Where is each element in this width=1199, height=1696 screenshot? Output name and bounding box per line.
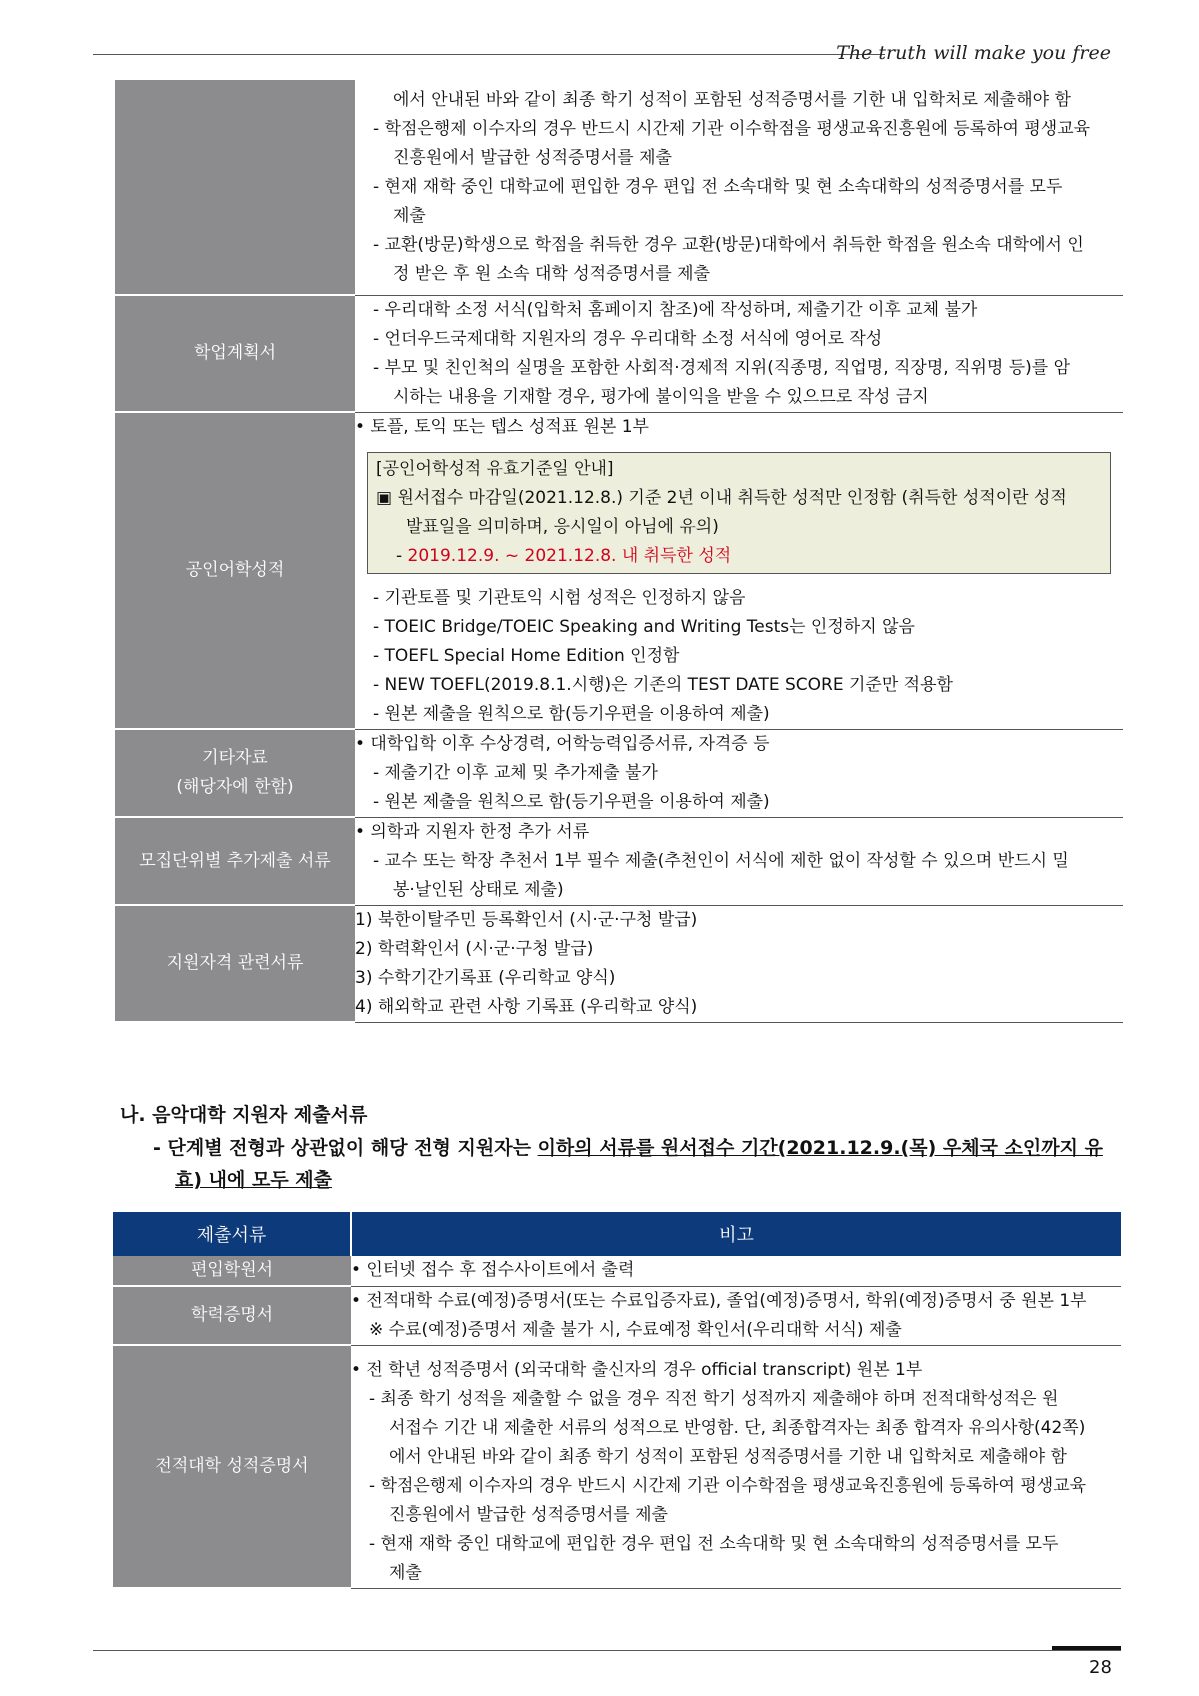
- content-line: - 부모 및 친인척의 실명을 포함한 사회적·경제적 지위(직종명, 직업명, 직장명, 직위명 등)를 암: [373, 357, 1071, 378]
- content-line: - 학점은행제 이수자의 경우 반드시 시간제 기관 이수학점을 평생교육진흥원에 등록하여 평생교육: [369, 1475, 1087, 1496]
- row-label: 모집단위별 추가제출 서류: [115, 817, 355, 905]
- footer-accent-bar: [1052, 1646, 1121, 1650]
- notice-period: [376, 542, 1102, 571]
- content-line: 에서 안내된 바와 같이 최종 학기 성적이 포함된 성적증명서를 기한 내 입학처로 제출해야 함: [389, 1446, 1067, 1467]
- content-line: - 제출기간 이후 교체 및 추가제출 불가: [373, 762, 658, 783]
- row-content: [355, 817, 1123, 905]
- row-content: [355, 905, 1123, 1022]
- footer-rule: [93, 1650, 1121, 1651]
- header-motto: The truth will make you free: [836, 42, 1111, 64]
- row-label: 공인어학성적: [115, 412, 355, 729]
- content-line: - 현재 재학 중인 대학교에 편입한 경우 편입 전 소속대학 및 현 소속대학의 성적증명서를 모두: [373, 176, 1063, 197]
- content-line: 진흥원에서 발급한 성적증명서를 제출: [393, 147, 672, 168]
- table-row: [115, 817, 1123, 905]
- header-rule: [93, 54, 885, 55]
- table-row: [113, 1345, 1121, 1588]
- row-content: [351, 1256, 1121, 1286]
- content-line: - 원본 제출을 원칙으로 함(등기우편을 이용하여 제출): [373, 791, 770, 812]
- content-line: 3) 수학기간기록표 (우리학교 양식): [355, 967, 616, 988]
- column-header: 제출서류: [113, 1212, 351, 1256]
- row-content: [355, 80, 1123, 295]
- row-label-line: (해당자에 한함): [176, 777, 294, 797]
- content-line: 1) 북한이탈주민 등록확인서 (시·군·구청 발급): [355, 909, 698, 930]
- row-label: 학업계획서: [115, 295, 355, 412]
- section-title: 나. 음악대학 지원자 제출서류: [120, 1104, 368, 1126]
- notice-period-text: 2019.12.9. ~ 2021.12.8. 내 취득한 성적: [407, 545, 732, 566]
- notice-box: [367, 452, 1111, 574]
- content-line: - 학점은행제 이수자의 경우 반드시 시간제 기관 이수학점을 평생교육진흥원에 등록하여 평생교육: [373, 118, 1091, 139]
- content-line: - TOEIC Bridge/TOEIC Speaking and Writing Tests는 인정하지 않음: [373, 616, 915, 637]
- content-line: • 의학과 지원자 한정 추가 서류: [355, 821, 590, 842]
- content-line: 봉·날인된 상태로 제출): [393, 879, 564, 900]
- row-label: 전적대학 성적증명서: [113, 1345, 351, 1588]
- row-content: [355, 729, 1123, 817]
- row-label: 편입학원서: [113, 1256, 351, 1286]
- documents-table-1: [115, 80, 1123, 1023]
- section-subtitle: [153, 1132, 1113, 1196]
- row-content: [355, 295, 1123, 412]
- content-line: • 토플, 토익 또는 텝스 성적표 원본 1부: [355, 416, 649, 437]
- column-header: 비고: [351, 1212, 1121, 1256]
- content-line: 서접수 기간 내 제출한 서류의 성적으로 반영함. 단, 최종합격자는 최종 합격자 유의사항(42쪽): [389, 1417, 1086, 1438]
- section-subtitle-text: - 단계별 전형과 상관없이 해당 전형 지원자는: [153, 1137, 538, 1159]
- content-line: 제출: [393, 205, 426, 226]
- content-line: 에서 안내된 바와 같이 최종 학기 성적이 포함된 성적증명서를 기한 내 입학처로 제출해야 함: [393, 89, 1071, 110]
- content-line: - 우리대학 소정 서식(입학처 홈페이지 참조)에 작성하며, 제출기간 이후 교체 불가: [373, 299, 978, 320]
- content-line: - 현재 재학 중인 대학교에 편입한 경우 편입 전 소속대학 및 현 소속대학의 성적증명서를 모두: [369, 1533, 1059, 1554]
- notice-dash: -: [396, 545, 408, 566]
- content-line: - 교환(방문)학생으로 학점을 취득한 경우 교환(방문)대학에서 취득한 학점을 원소속 대학에서 인: [373, 234, 1084, 255]
- content-line: - NEW TOEFL(2019.8.1.시행)은 기존의 TEST DATE SCORE 기준만 적용함: [373, 674, 953, 695]
- section-subtitle-underlined-2: 효) 내에 모두 제출: [175, 1169, 333, 1191]
- table-row: [113, 1286, 1121, 1345]
- content-line: ※ 수료(예정)증명서 제출 불가 시, 수료예정 확인서(우리대학 서식) 제출: [369, 1319, 902, 1340]
- content-line: - 원본 제출을 원칙으로 함(등기우편을 이용하여 제출): [373, 703, 770, 724]
- content-line: 시하는 내용을 기재할 경우, 평가에 불이익을 받을 수 있으므로 작성 금지: [393, 386, 929, 407]
- content-line: - 기관토플 및 기관토익 시험 성적은 인정하지 않음: [373, 587, 746, 608]
- table-row: [115, 80, 1123, 295]
- row-label: 학력증명서: [113, 1286, 351, 1345]
- notice-line: 발표일을 의미하며, 응시일이 아님에 유의): [406, 516, 719, 537]
- content-line: 정 받은 후 원 소속 대학 성적증명서를 제출: [393, 263, 711, 284]
- content-line: 제출: [389, 1562, 422, 1583]
- content-line: - TOEFL Special Home Edition 인정함: [373, 645, 680, 666]
- content-line: 4) 해외학교 관련 사항 기록표 (우리학교 양식): [355, 996, 698, 1017]
- row-label: [115, 729, 355, 817]
- table-header-row: [113, 1212, 1121, 1256]
- row-content: [351, 1345, 1121, 1588]
- documents-table-2: [113, 1212, 1121, 1589]
- row-label: [115, 80, 355, 295]
- row-content: [355, 412, 1123, 729]
- row-label: 지원자격 관련서류: [115, 905, 355, 1022]
- content-line: 진흥원에서 발급한 성적증명서를 제출: [389, 1504, 668, 1525]
- row-content: [351, 1286, 1121, 1345]
- content-line: 2) 학력확인서 (시·군·구청 발급): [355, 938, 594, 959]
- content-line: • 전적대학 수료(예정)증명서(또는 수료입증자료), 졸업(예정)증명서, 학위(예정)증명서 중 원본 1부: [351, 1290, 1087, 1311]
- table-row: [113, 1256, 1121, 1286]
- content-line: - 최종 학기 성적을 제출할 수 없을 경우 직전 학기 성적까지 제출해야 하며 전적대학성적은 원: [369, 1388, 1059, 1409]
- page-number: 28: [1089, 1657, 1112, 1678]
- section-subtitle-underlined: 이하의 서류를 원서접수 기간(2021.12.9.(목) 우체국 소인까지 유: [537, 1137, 1103, 1159]
- table-row: [115, 729, 1123, 817]
- table-row: [115, 295, 1123, 412]
- content-line: - 교수 또는 학장 추천서 1부 필수 제출(추천인이 서식에 제한 없이 작성할 수 있으며 반드시 밀: [373, 850, 1069, 871]
- row-label-line: 기타자료: [202, 748, 268, 768]
- content-line: • 인터넷 접수 후 접수사이트에서 출력: [351, 1260, 635, 1281]
- table-row: [115, 905, 1123, 1022]
- notice-title: [공인어학성적 유효기준일 안내]: [376, 458, 614, 479]
- content-line: - 언더우드국제대학 지원자의 경우 우리대학 소정 서식에 영어로 작성: [373, 328, 883, 349]
- content-line: • 대학입학 이후 수상경력, 어학능력입증서류, 자격증 등: [355, 733, 770, 754]
- content-line: • 전 학년 성적증명서 (외국대학 출신자의 경우 official transcript) 원본 1부: [351, 1359, 923, 1380]
- table-row: [115, 412, 1123, 729]
- notice-line: ▣ 원서접수 마감일(2021.12.8.) 기준 2년 이내 취득한 성적만 인정함 (취득한 성적이란 성적: [376, 487, 1067, 508]
